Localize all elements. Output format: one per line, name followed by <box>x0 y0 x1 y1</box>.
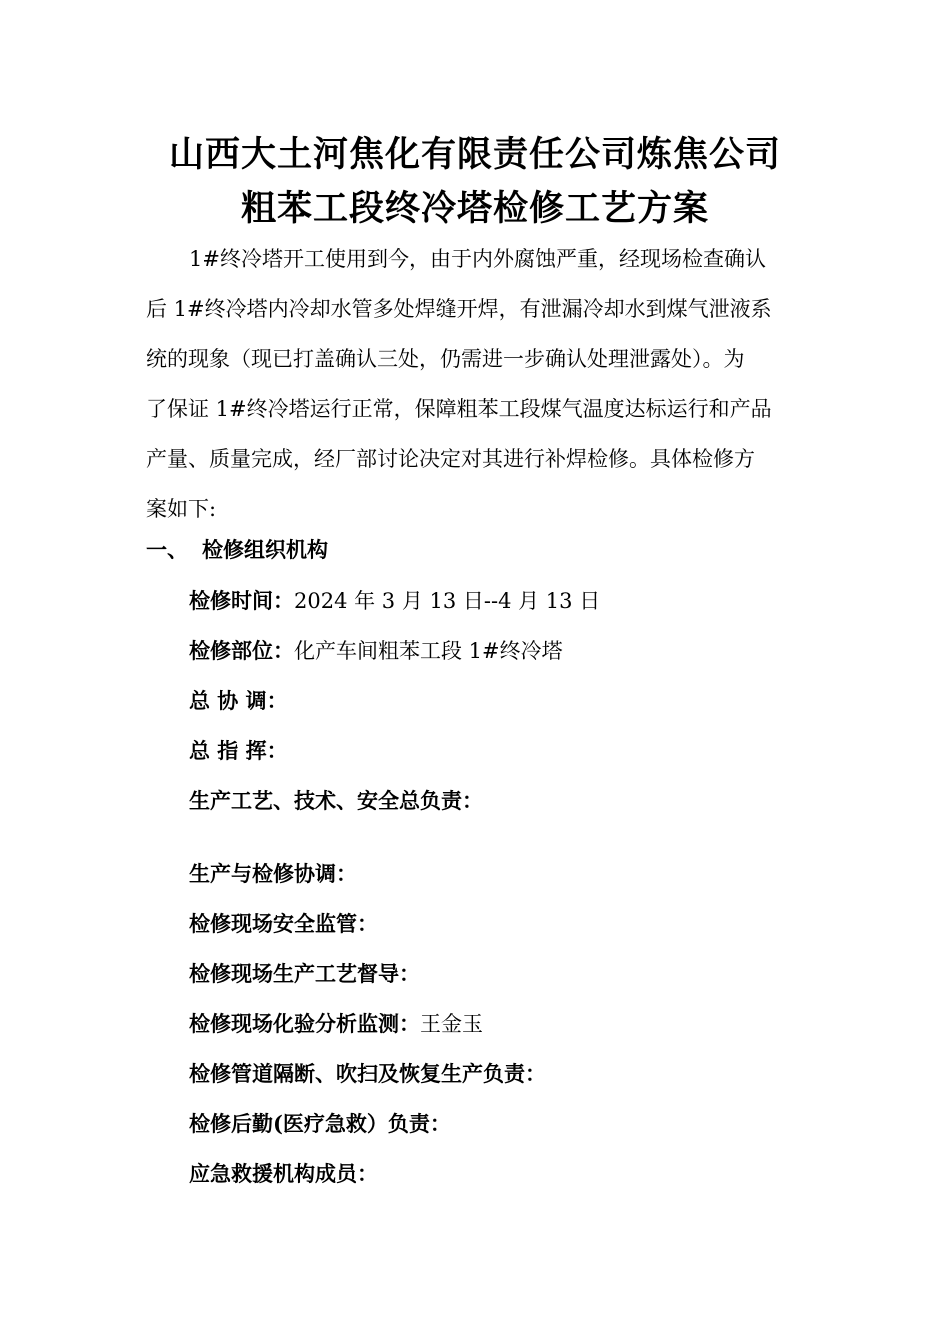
field-label: 检修部位： <box>189 638 294 663</box>
field-label: 检修现场安全监管： <box>189 911 378 936</box>
intro-paragraph <box>146 234 806 534</box>
field-value: 化产车间粗苯工段 1#终冷塔 <box>294 639 563 663</box>
field-label: 检修现场化验分析监测： <box>189 1011 420 1036</box>
intro-line: 统的现象（现已打盖确认三处，仍需进一步确认处理泄露处）。为 <box>146 347 745 371</box>
intro-line: 产量、质量完成，经厂部讨论决定对其进行补焊检修。具体检修方 <box>146 447 755 471</box>
field-repair-time <box>189 585 600 615</box>
section-heading-text: 检修组织机构 <box>202 537 328 562</box>
intro-line: 后 1#终冷塔内冷却水管多处焊缝开焊，有泄漏冷却水到煤气泄液系 <box>146 297 772 321</box>
field-label: 检修时间： <box>189 588 294 613</box>
section-heading <box>146 534 328 564</box>
field-label: 检修后勤(医疗急救）负责： <box>189 1111 451 1136</box>
field-production-repair-coordination <box>189 858 357 888</box>
field-site-safety-supervision <box>189 908 378 938</box>
field-label: 总 协 调： <box>189 688 288 713</box>
field-lab-analysis-monitoring <box>189 1008 483 1038</box>
field-label: 检修现场生产工艺督导： <box>189 961 420 986</box>
field-logistics-medical-lead <box>189 1108 451 1138</box>
field-value: 王金玉 <box>420 1012 483 1036</box>
field-label: 生产工艺、技术、安全总负责： <box>189 788 483 813</box>
field-pipeline-isolation-lead <box>189 1058 546 1088</box>
field-emergency-rescue-members <box>189 1158 378 1188</box>
field-label: 总 指 挥： <box>189 738 288 763</box>
intro-line: 了保证 1#终冷塔运行正常，保障粗苯工段煤气温度达标运行和产品 <box>146 397 772 421</box>
field-general-commander <box>189 735 288 765</box>
field-general-coordinator <box>189 685 288 715</box>
field-site-process-supervision <box>189 958 420 988</box>
field-process-safety-lead <box>189 785 483 815</box>
intro-line: 1#终冷塔开工使用到今，由于内外腐蚀严重，经现场检查确认 <box>189 247 766 271</box>
field-repair-location <box>189 635 563 665</box>
field-label: 检修管道隔断、吹扫及恢复生产负责： <box>189 1061 546 1086</box>
section-number: 一、 <box>146 537 188 562</box>
intro-line: 案如下: <box>146 497 217 521</box>
document-title-line-2: 粗苯工段终冷塔检修工艺方案 <box>240 188 709 229</box>
field-label: 应急救援机构成员： <box>189 1161 378 1186</box>
field-label: 生产与检修协调： <box>189 861 357 886</box>
document-title-line-1: 山西大土河焦化有限责任公司炼焦公司 <box>168 134 781 175</box>
field-value: 2024 年 3 月 13 日--4 月 13 日 <box>294 589 601 613</box>
